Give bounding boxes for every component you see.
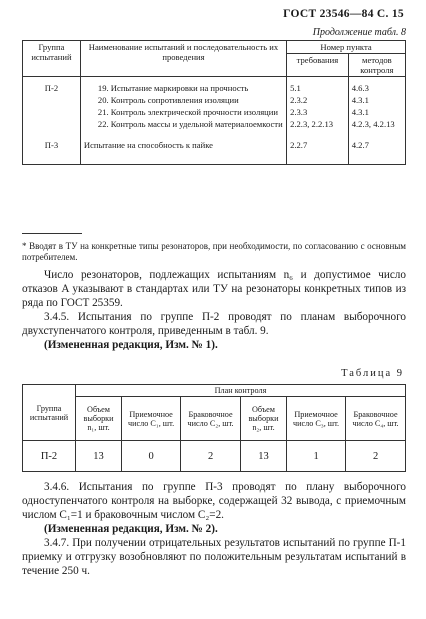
row-ctrl: 4.2.3, 4.2.13 [348,118,405,130]
row-group [23,94,81,106]
t9-col-c1: Приемочное число C₁, шт. [122,397,181,441]
t9-plan-header: План контроля [76,385,406,397]
t9-val-c4: 2 [346,441,406,472]
t9-col-c3: Приемочное число C₃, шт. [287,397,346,441]
table-8 [22,40,406,165]
row-ctrl: 4.3.1 [348,94,405,106]
row-name: Испытание на способность к пайке [80,130,286,165]
row-req: 2.2.3, 2.2.13 [287,118,349,130]
t9-col-c2: Браковочное число C₂, шт. [181,397,241,441]
table-row [23,77,406,95]
row-ctrl: 4.2.7 [348,130,405,165]
row-name: 19. Испытание маркировки на прочность [80,77,286,95]
table-row [23,106,406,118]
row-req: 2.2.7 [287,130,349,165]
t9-col-n1: Объем выборки n₁, шт. [76,397,122,441]
col-req-header: требования [287,54,349,77]
amendment-note-2: (Измененная редакция, Изм. № 2). [44,523,218,535]
paragraph-3-4-7: 3.4.7. При получении отрицательных результатов испытаний по группе П-1 приемку и отгрузку возобновляют по положительным результатам испытаний в течение 250 ч. [22,537,406,577]
paragraph-3-4-6: 3.4.6. Испытания по группе П-3 проводят по плану выборочного одноступенчатого контроля на выборке, содержащей 32 вывода, с приемочным числом C₁=1 и браковочным числом C₂=2. [22,481,406,521]
t9-val-c3: 1 [287,441,346,472]
amendment-note-1: (Измененная редакция, Изм. № 1). [44,339,218,351]
col-group-header: Группа испытаний [23,41,81,77]
row-group: П-2 [23,77,81,95]
page-header: ГОСТ 23546—84 С. 15 [283,8,404,20]
paragraph-sample-size: Число резонаторов, подлежащих испытаниям n₆ и допустимое число отказов A указывают в стандартах или ТУ на резонаторы конкретных типов из ряда по ГОСТ 25359. [22,269,406,309]
t9-val-n1: 13 [76,441,122,472]
table-9-label: Таблица 9 [341,368,404,379]
table-row [23,118,406,130]
paragraph-3-4-5: 3.4.5. Испытания по группе П-2 проводят по планам выборочного двухступенчатого контроля, приведенным в табл. 9. [22,311,406,337]
table-row [23,130,406,165]
t9-val-n2: 13 [240,441,286,472]
row-req: 2.3.3 [287,106,349,118]
row-group [23,118,81,130]
t9-val-c2: 2 [181,441,241,472]
t9-val-c1: 0 [122,441,181,472]
t9-col-group: Группа испытаний [23,385,76,441]
row-group [23,106,81,118]
col-point-header: Номер пункта [287,41,406,54]
footnote: * Вводят в ТУ на конкретные типы резонаторов, при необходимости, по согласованию с основным потребителем. [22,241,406,262]
col-ctrl-header: методов контроля [348,54,405,77]
row-name: 21. Контроль электрической прочности изоляции [80,106,286,118]
row-group: П-3 [23,130,81,165]
row-req: 5.1 [287,77,349,95]
footnote-divider [22,233,82,234]
t9-col-c4: Браковочное число C₄, шт. [346,397,406,441]
body-text-lower [22,480,406,578]
t9-row-group: П-2 [23,441,76,472]
row-req: 2.3.2 [287,94,349,106]
row-ctrl: 4.6.3 [348,77,405,95]
body-text-upper [22,268,406,352]
table-9 [22,384,406,472]
t9-col-n2: Объем выборки n₂, шт. [240,397,286,441]
row-ctrl: 4.3.1 [348,106,405,118]
table-continuation-label: Продолжение табл. 8 [312,27,406,38]
row-name: 20. Контроль сопротивления изоляции [80,94,286,106]
table-row [23,94,406,106]
row-name: 22. Контроль массы и удельной материалоемкости [80,118,286,130]
table-row [23,441,406,472]
col-name-header: Наименование испытаний и последовательность их проведения [80,41,286,77]
